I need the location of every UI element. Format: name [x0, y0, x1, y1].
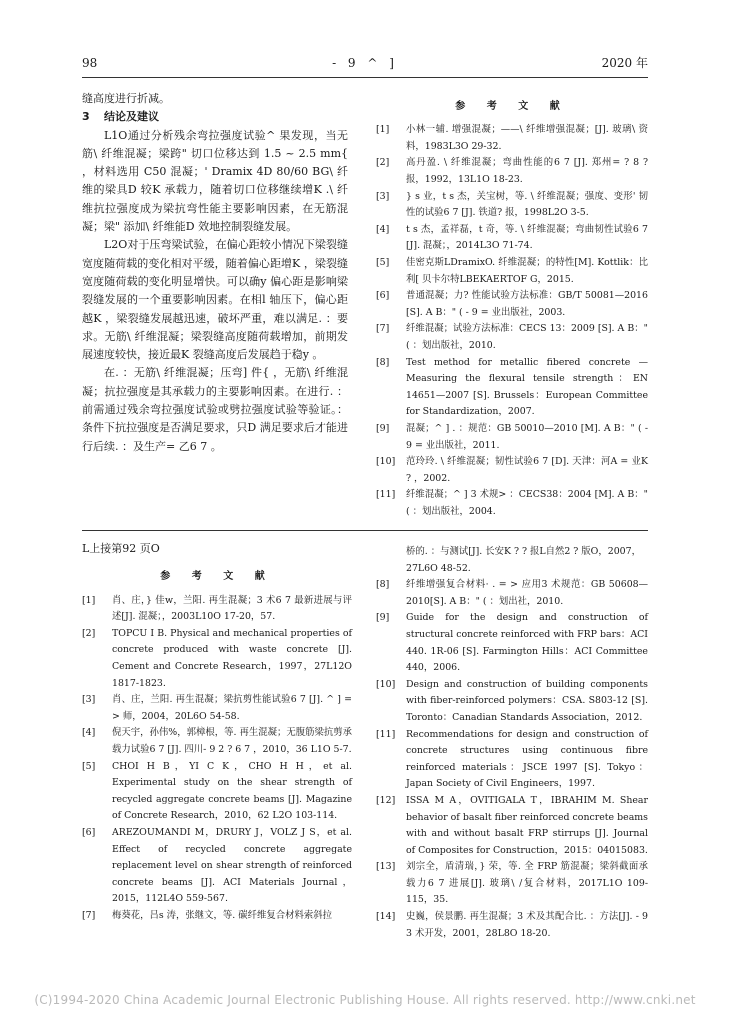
- reference-list: [82, 593, 352, 925]
- reference-item: [376, 155, 648, 188]
- reference-item: [376, 677, 648, 727]
- reference-item: [376, 321, 648, 354]
- reference-text: AREZOUMANDI M，DRURY J，VOLZ J S，et al. Effect of recycled concrete aggregate replacement level on shear strength of reinforced concrete beams [J]. ACI Materials Journal，2015，112L4O 559-567.: [112, 826, 352, 905]
- reference-item: [82, 725, 352, 758]
- reference-number: [3]: [82, 694, 96, 706]
- reference-number: [6]: [82, 826, 96, 838]
- conclusion-paragraph-3: 在. ：无筋\ 纤维混凝；压弯] 件{ ，无筋\ 纤维混凝；抗拉强度是其承载力的主要影响因素。在进行. ：前需通过残余弯拉强度试验或劈拉强度试验等验证。：条件下抗拉强度是否满足要求，只D 满足要求后才能进行后续. ：及生产= 乙6 7 。: [82, 366, 348, 453]
- references-heading: 参 考 文 献: [455, 101, 569, 112]
- reference-number: [11]: [376, 489, 396, 501]
- section-title: 结论及建议: [104, 110, 159, 124]
- header-rule: [82, 77, 648, 78]
- reference-number: [2]: [82, 627, 96, 639]
- section-heading: [82, 108, 348, 126]
- reference-text: 史巍，侯景鹏. 再生混凝；3 术及其配合比. ：方法[J]. - 9 3 术开发，2001，28L8O 18-20.: [406, 911, 648, 939]
- reference-number: [1]: [82, 594, 96, 606]
- reference-text: 肖、庄，} 佳w，兰阳. 再生混凝；3 术6 7 最新进展与评述[J]. 混凝；，2003L10O 17-20，57.: [112, 594, 352, 623]
- reference-number: [5]: [376, 257, 390, 269]
- references-heading: 参 考 文 献: [160, 571, 274, 583]
- reference-number: [9]: [376, 422, 390, 434]
- reference-text: 佳密克斯LDramixO. 纤维混凝；的特性[M]. Kottlik：比利[ 贝卡尔特LBEKAERTOF G，2015.: [406, 257, 648, 285]
- reference-text: 高丹盈. \ 纤维混凝；弯曲性能的6 7 [J]. 郑州= ? 8 ? 报，1992，13L1O 18-23.: [406, 157, 648, 186]
- reference-number: [11]: [376, 728, 396, 740]
- continued-references-right: [376, 544, 648, 942]
- reference-number: [9]: [376, 612, 390, 624]
- issue-year: 2020 年: [601, 56, 648, 70]
- reference-text: 梅葵花，吕s 涛，张继文，等. 碳纤维复合材料索斜拉: [112, 909, 333, 921]
- reference-item: [376, 454, 648, 487]
- reference-item: [376, 859, 648, 909]
- reference-item: [376, 909, 648, 942]
- reference-text: Guide for the design and construction of structural concrete reinforced with FRP bars：ACI 440. 1R-06 [S]. Farmington Hills：ACI Committee 440，2006.: [406, 612, 648, 674]
- continued-from-label: L上接第92 页O: [82, 542, 160, 555]
- reference-item: [82, 593, 352, 626]
- reference-number: [7]: [376, 323, 390, 335]
- section-divider: [82, 530, 648, 531]
- reference-number: [13]: [376, 861, 396, 873]
- page-number: 98: [82, 56, 98, 70]
- reference-number: [4]: [376, 223, 390, 235]
- reference-text: t s 杰，孟祥磊，t 奇，等. \ 纤维混凝；弯曲韧性试验6 7 [J]. 混凝；，2014L3O 71-74.: [406, 223, 648, 252]
- reference-number: [6]: [376, 290, 390, 302]
- reference-number: [4]: [82, 727, 96, 739]
- conclusion-paragraph-2: L2O对于压弯梁试验，在偏心距较小情况下梁裂缝宽度随荷载的变化相对平缓，随着偏心距增K ，梁裂缝宽度随荷载的变化明显增快。可以确y 偏心距是影响梁裂缝发展的一个重要影响因素。在相l 轴压下，偏心距越K ，梁裂缝发展越迅速，破坏严重，难以满足. ：要求。无筋\ 纤维混凝；梁裂缝高度随荷载增加，前期发展速度较快，接近最K 裂缝高度后发展趋于稳y 。: [82, 238, 348, 362]
- body-column-left: [82, 90, 348, 456]
- reference-item: [376, 610, 648, 676]
- reference-item: [376, 577, 648, 610]
- reference-text: 范玲玲. \ 纤维混凝；韧性试验6 7 [D]. 天津：河A = 业K ? ，2002.: [406, 456, 648, 484]
- references-section: [376, 98, 648, 521]
- reference-item: [376, 255, 648, 288]
- journal-name: - 9 ^ ]: [332, 56, 398, 70]
- reference-item: [82, 692, 352, 725]
- reference-text: 肖、庄，兰阳. 再生混凝；梁抗剪性能试验6 7 [J]. ^ ] = > 师，2004，20L6O 54-58.: [112, 694, 352, 722]
- reference-text: 倪天宇，孙伟%，郭樟根，等. 再生混凝；无腹筋梁抗剪承载力试验6 7 [J]. 四川- 9 2 ? 6 7 ，2010，36 L1O 5-7.: [112, 727, 352, 755]
- reference-number: [10]: [376, 456, 396, 468]
- reference-item: [376, 421, 648, 454]
- reference-item: [376, 487, 648, 520]
- reference-text: 刘宗全，盾清瑞，} 荣，等. 全 FRP 筋混凝；梁斜截面承载力6 7 进展[J]. 玻璃\ /复合材料，2017L1O 109-115，35.: [406, 861, 648, 906]
- reference-text: 纤维增强复合材料· . = > 应用3 术规范：GB 50608—2010[S]. A B：" ( ：划出社，2010.: [406, 579, 648, 607]
- reference-list: [376, 577, 648, 942]
- reference-text: TOPCU I B. Physical and mechanical properties of concrete produced with waste concrete [J]. Cement and Concrete Research，1997，27L12O 1817-1823.: [112, 627, 352, 689]
- reference-number: [8]: [376, 356, 390, 368]
- reference-list: [376, 122, 648, 520]
- reference-number: [8]: [376, 579, 390, 591]
- reference-item: [82, 759, 352, 825]
- reference-item: [82, 626, 352, 692]
- reference-number: [12]: [376, 794, 396, 806]
- paragraph-continued: 缝高度进行折减。: [82, 92, 170, 105]
- reference-item: [376, 793, 648, 859]
- reference-number: [10]: [376, 678, 396, 690]
- reference-text: CHOI H B，YI C K，CHO H H，et al. Experimental study on the shear strength of recycled aggregate concrete beams [J]. Magazine of Concrete Research，2010，62 L2O 103-114.: [112, 760, 352, 822]
- copyright-footer: (C)1994-2020 China Academic Journal Electronic Publishing House. All rights reserved. http://www.cnki.net: [34, 993, 696, 1007]
- conclusion-paragraph-1: L1O通过分析残余弯拉强度试验^ 果发现，当无筋\ 纤维混凝；梁跨" 切口位移达到 1.5 ~ 2.5 mm{ ，材料选用 C50 混凝；' Dramix 4D 80/60 BG\ 纤维的梁具D 较K 承载力，随着切口位移继续增K .\ 纤维抗拉强度成为梁抗弯性能主要影响因素，在无筋混凝；梁" 添加\ 纤维能D 效地控制裂缝发展。: [82, 128, 348, 234]
- reference-number: [5]: [82, 760, 96, 772]
- reference-text: Recommendations for design and construction of concrete structures using continuous fibre reinforced materials：JSCE 1997 [S]. Tokyo：Japan Society of Civil Engineers，1997.: [406, 728, 648, 790]
- reference-continuation: 桥的. ：与测试[J]. 长安K ? ? 报L自然2 ? 版O，2007，27L6O 48-52.: [406, 546, 641, 574]
- reference-item: [376, 288, 648, 321]
- reference-text: 纤维混凝；^ ] 3 术规> ：CECS38：2004 [M]. A B：" ( ：划出版社，2004.: [406, 489, 648, 517]
- reference-text: 混凝；^ ] . ：规范：GB 50010—2010 [M]. A B：" ( - 9 = 业出版社，2011.: [406, 422, 648, 451]
- reference-number: [1]: [376, 124, 390, 136]
- reference-item: [376, 189, 648, 222]
- reference-item: [376, 355, 648, 421]
- section-number: 3: [82, 110, 90, 124]
- reference-item: [82, 825, 352, 908]
- reference-text: } s 业，t s 杰，关宝树，等. \ 纤维混凝；强度、变形' 韧性的试验6 7 [J]. 铁道? 报，1998L2O 3-5.: [406, 190, 648, 219]
- reference-item: [376, 222, 648, 255]
- reference-text: Test method for metallic fibered concrete — Measuring the flexural tensile strength：EN 14651—2007 [S]. Brussels：European Committee for Standardization，2007.: [406, 356, 648, 418]
- reference-item: [82, 908, 352, 925]
- reference-item: [376, 727, 648, 793]
- reference-text: 普通混凝；力? 性能试验方法标准：GB/T 50081—2016 [S]. A B：" ( - 9 = 业出版社，2003.: [406, 290, 648, 318]
- reference-text: 纤维混凝；试验方法标准：CECS 13：2009 [S]. A B：" ( ：划出版社，2010.: [406, 323, 648, 352]
- reference-number: [2]: [376, 157, 390, 169]
- reference-number: [14]: [376, 911, 396, 923]
- reference-text: ISSA M A，OVITIGALA T，IBRAHIM M. Shear behavior of basalt fiber reinforced concrete beams with and without basalt FRP stirrups [J]. Journal of Composites for Construction，2015：04015083.: [406, 794, 648, 856]
- page-header: [82, 52, 648, 74]
- reference-number: [7]: [82, 909, 96, 921]
- continued-references-left: [82, 540, 352, 924]
- reference-item: [376, 122, 648, 155]
- reference-text: Design and construction of building components with fiber-reinforced polymers：CSA. S803-12 [S]. Toronto：Canadian Standards Association，2012.: [406, 678, 648, 723]
- reference-number: [3]: [376, 190, 390, 202]
- reference-text: 小林一辅. 增强混凝；——\ 纤维增强混凝；[J]. 玻璃\ 资料，1983L3O 29-32.: [406, 124, 648, 152]
